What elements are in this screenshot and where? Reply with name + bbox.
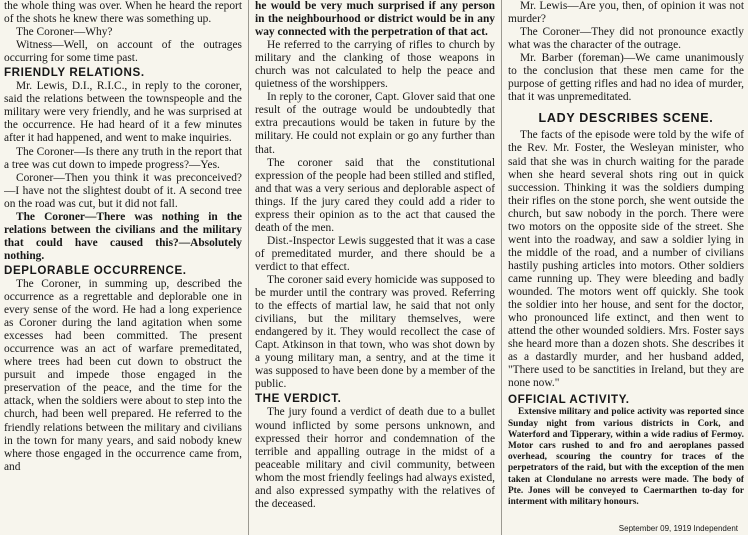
col1-paragraph-5: The Coroner—Is there any truth in the report that a tree was cut down to impede progress?—Yes. (4, 145, 242, 171)
col2-paragraph-7: The jury found a verdict of death due to a bullet wound inflicted by some persons unknown, and expressed their horror and condemnation of the terrible and appalling outrage in the midst of a peaceable military and civil community, between whom the most friendly feelings had always existed, and also expressed sympathy with the relatives of the deceased. (255, 406, 495, 510)
heading-lady-describes-scene: LADY DESCRIBES SCENE. (538, 111, 714, 126)
heading-official-activity: OFFICIAL ACTIVITY. (508, 393, 630, 407)
heading-friendly-relations: FRIENDLY RELATIONS. (4, 66, 145, 80)
col2-paragraph-3: In reply to the coroner, Capt. Glover said that one result of the outrage would be undoubtedly that extra precautions would be taken in future by the military. He could not explain or go any further than that. (255, 91, 495, 156)
col3-paragraph-1: Mr. Lewis—Are you, then, of opinion it was not murder? (508, 0, 744, 26)
col2-paragraph-5: Dist.-Inspector Lewis suggested that it was a case of premeditated murder, and there should be a verdict to that effect. (255, 234, 495, 273)
col3-paragraph-2: The Coroner—They did not pronounce exactly what was the character of the outrage. (508, 26, 744, 52)
col1-paragraph-3: Witness—Well, on account of the outrages occurring for some time past. (4, 39, 242, 65)
col1-paragraph-1: the whole thing was over. When he heard the report of the shots he knew there was something up. (4, 0, 242, 26)
col2-paragraph-1: he would be very much surprised if any person in the neighbourhood or district would be in any way connected with the perpetration of that act. (255, 0, 495, 39)
col1-paragraph-8: The Coroner, in summing up, described the occurrence as a regrettable and deplorable one in every sense of the word. He had a long experience as Coroner during the land agitation when some excesses had been committed. The present occurrence was an act of warfare premeditated, where trees had been cut down to obstruct the pursuit and impede those engaged in the preservation of the peace, and the time for the attack, when the soldiers were about to step into the church, had been well prepared. He referred to the friendly relations between the military and civilians in the town for many years, and said nobody knew where those engaged in the occurrence came from, and (4, 277, 242, 473)
col2-paragraph-2: He referred to the carrying of rifles to church by military and the clanking of those weapons in church was not calculated to help the peace and quietness of the worshippers. (255, 39, 495, 91)
column-3 (508, 0, 744, 535)
col1-paragraph-6: Coroner—Then you think it was preconceived?—I have not the slightest doubt of it. A second tree on the road was cut, but it did not fall. (4, 171, 242, 210)
heading-deplorable-occurrence: DEPLORABLE OCCURRENCE. (4, 263, 187, 277)
col1-paragraph-2: The Coroner—Why? (16, 26, 113, 39)
official-activity-block (508, 407, 744, 508)
col3-paragraph-3: Mr. Barber (foreman)—We came unanimously to the conclusion that these men came for the purpose of getting rifles and had no idea of murder, that it was unpremeditated. (508, 52, 744, 104)
column-rule-1 (248, 0, 249, 535)
column-2 (255, 0, 495, 535)
col1-paragraph-4: Mr. Lewis, D.I., R.I.C., in reply to the coroner, said the relations between the townspeople and the military were very friendly, and he was surprised at the occurrence. He had heard of it a few minutes after it had happened, and went to make inquiries. (4, 80, 242, 145)
col2-paragraph-4: The coroner said that the constitutional expression of the people had been stilled and stifled, and that was a very serious and deplorable aspect of things. If the jury cared they could add a rider to express their opinion as to the act that caused the death of the men. (255, 156, 495, 234)
source-caption: September 09, 1919 Independent (618, 524, 738, 533)
heading-the-verdict: THE VERDICT. (255, 392, 342, 406)
col2-paragraph-6: The coroner said every homicide was supposed to be murder until the contrary was proved. Referring to the effects of martial law, he said that not only civilians, but the military themselves, were endangered by it. They would recollect the case of Capt. Atkinson in that town, who was shot down by a young military man, a sentry, and at the time it was supposed to have been done by a member of the public. (255, 273, 495, 391)
column-rule-2 (501, 0, 502, 535)
col3-paragraph-4: The facts of the episode were told by the wife of the Rev. Mr. Foster, the Wesleyan minister, who said that she was in church waiting for the parade when she heard several shots ring out in quick succession. Thinking it was the soldiers dumping their rifles on the stone porch, she went outside the church, but saw nobody in the porch. There were two motors on the opposite side of the street. She went into the roadway, and saw a soldier lying in the middle of the road, and a number of civilians hastily pushing articles into motors. Other soldiers came running up. They were bleeding and badly wounded. The motors went off quickly. She took the soldier into her house, and sent for the doctor, who pronounced life extinct, and then went to attend the other wounded soldiers. Mrs. Foster says she heard more than a dozen shots. She describes it as a dastardly murder, and her husband added, "There used to be sanctities in Ireland, but they are none now." (508, 129, 744, 390)
column-1 (4, 0, 242, 535)
col3-paragraph-5: Extensive military and police activity was reported since Sunday night from various districts in Cork, and Waterford and Tipperary, within a wide radius of Fermoy. Motor cars rushed to and fro and aeroplanes passed overhead, scouring the country for traces of the perpetrators of the raid, but with the exception of the men taken at Clondulane no arrests were made. The body of Pte. Jones will be conveyed to Caermarthen to-day for interment with military honours. (508, 407, 744, 508)
col1-paragraph-7: The Coroner—There was nothing in the relations between the civilians and the military that could have caused this?—Absolutely nothing. (4, 210, 242, 262)
